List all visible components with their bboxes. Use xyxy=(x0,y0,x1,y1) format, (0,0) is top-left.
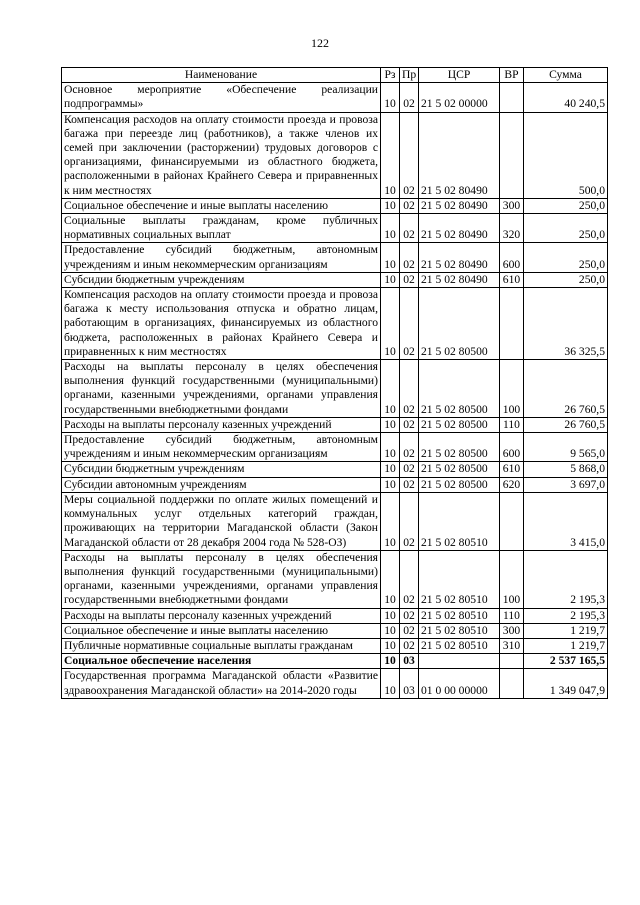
table-row xyxy=(62,608,608,623)
row-pr: 02 xyxy=(400,214,419,243)
row-vr xyxy=(500,654,524,669)
row-sum: 36 325,5 xyxy=(524,288,608,360)
row-rz: 10 xyxy=(381,492,400,550)
row-sum: 1 219,7 xyxy=(524,623,608,638)
row-rz: 10 xyxy=(381,112,400,198)
row-rz: 10 xyxy=(381,83,400,112)
row-vr: 620 xyxy=(500,477,524,492)
row-pr: 02 xyxy=(400,112,419,198)
row-rz: 10 xyxy=(381,360,400,418)
row-name: Субсидии автономным учреждениям xyxy=(62,477,381,492)
row-csr: 21 5 02 80500 xyxy=(419,462,500,477)
row-name: Расходы на выплаты персоналу казенных учреждений xyxy=(62,417,381,432)
row-rz: 10 xyxy=(381,477,400,492)
row-rz: 10 xyxy=(381,654,400,669)
table-row xyxy=(62,550,608,608)
row-pr: 02 xyxy=(400,198,419,213)
table-row xyxy=(62,288,608,360)
row-rz: 10 xyxy=(381,550,400,608)
header-vr: ВР xyxy=(500,68,524,83)
row-csr: 21 5 02 80510 xyxy=(419,623,500,638)
table-row xyxy=(62,638,608,653)
row-csr: 21 5 02 80490 xyxy=(419,243,500,272)
row-csr: 21 5 02 80500 xyxy=(419,477,500,492)
row-sum: 9 565,0 xyxy=(524,433,608,462)
row-rz: 10 xyxy=(381,608,400,623)
row-vr: 300 xyxy=(500,198,524,213)
row-sum: 2 195,3 xyxy=(524,550,608,608)
row-rz: 10 xyxy=(381,433,400,462)
row-vr: 100 xyxy=(500,550,524,608)
row-pr: 03 xyxy=(400,654,419,669)
row-name: Социальное обеспечение населения xyxy=(62,654,381,669)
table-row xyxy=(62,214,608,243)
row-sum: 26 760,5 xyxy=(524,360,608,418)
row-sum: 1 349 047,9 xyxy=(524,669,608,698)
header-rz: Рз xyxy=(381,68,400,83)
row-name: Расходы на выплаты персоналу казенных учреждений xyxy=(62,608,381,623)
row-name: Меры социальной поддержки по оплате жилых помещений и коммунальных услуг отдельных категорий граждан, проживающих на территории Магаданской области (Закон Магаданской области от 28 декабря 2004 года № 528-ОЗ) xyxy=(62,492,381,550)
row-csr: 21 5 02 80500 xyxy=(419,417,500,432)
header-csr: ЦСР xyxy=(419,68,500,83)
row-vr xyxy=(500,669,524,698)
row-pr: 02 xyxy=(400,608,419,623)
row-name: Основное мероприятие «Обеспечение реализации подпрограммы» xyxy=(62,83,381,112)
row-rz: 10 xyxy=(381,272,400,287)
row-sum: 500,0 xyxy=(524,112,608,198)
table-row xyxy=(62,477,608,492)
row-csr: 21 5 02 80490 xyxy=(419,272,500,287)
row-sum: 40 240,5 xyxy=(524,83,608,112)
row-name: Социальные выплаты гражданам, кроме публичных нормативных социальных выплат xyxy=(62,214,381,243)
row-vr: 110 xyxy=(500,608,524,623)
budget-table xyxy=(61,67,608,699)
table-row xyxy=(62,272,608,287)
row-csr: 21 5 02 80510 xyxy=(419,608,500,623)
row-sum: 26 760,5 xyxy=(524,417,608,432)
row-pr: 02 xyxy=(400,462,419,477)
row-vr: 320 xyxy=(500,214,524,243)
row-sum: 250,0 xyxy=(524,272,608,287)
row-vr: 610 xyxy=(500,272,524,287)
header-pr: Пр xyxy=(400,68,419,83)
row-sum: 250,0 xyxy=(524,214,608,243)
table-row xyxy=(62,462,608,477)
row-pr: 02 xyxy=(400,272,419,287)
table-row xyxy=(62,360,608,418)
row-csr xyxy=(419,654,500,669)
row-csr: 21 5 02 80510 xyxy=(419,550,500,608)
row-csr: 21 5 02 80490 xyxy=(419,198,500,213)
row-sum: 2 195,3 xyxy=(524,608,608,623)
table-row xyxy=(62,433,608,462)
row-name: Компенсация расходов на оплату стоимости проезда и провоза багажа при переезде лиц (работников), а также членов их семей при заключении (расторжении) трудовых договоров с организациями, финансируемыми из областного бюджета, расположенными в районах Крайнего Севера и приравненных к ним местностях xyxy=(62,112,381,198)
row-vr: 100 xyxy=(500,360,524,418)
row-vr xyxy=(500,288,524,360)
row-pr: 02 xyxy=(400,417,419,432)
row-name: Предоставление субсидий бюджетным, автономным учреждениям и иным некоммерческим организациям xyxy=(62,433,381,462)
row-pr: 02 xyxy=(400,638,419,653)
row-rz: 10 xyxy=(381,462,400,477)
row-name: Государственная программа Магаданской области «Развитие здравоохранения Магаданской области» на 2014-2020 годы xyxy=(62,669,381,698)
header-name: Наименование xyxy=(62,68,381,83)
row-sum: 3 697,0 xyxy=(524,477,608,492)
row-pr: 02 xyxy=(400,243,419,272)
row-csr: 21 5 02 80490 xyxy=(419,112,500,198)
row-rz: 10 xyxy=(381,417,400,432)
row-pr: 02 xyxy=(400,477,419,492)
row-rz: 10 xyxy=(381,198,400,213)
row-rz: 10 xyxy=(381,288,400,360)
table-row xyxy=(62,243,608,272)
table-header-row xyxy=(62,68,608,83)
row-pr: 02 xyxy=(400,492,419,550)
row-vr: 600 xyxy=(500,433,524,462)
row-csr: 21 5 02 80500 xyxy=(419,288,500,360)
row-sum: 3 415,0 xyxy=(524,492,608,550)
row-name: Компенсация расходов на оплату стоимости проезда и провоза багажа к месту использования отпуска и обратно лицам, работающим в организациях, финансируемых из областного бюджета, расположенных в районах Крайнего Севера и приравненных к ним местностях xyxy=(62,288,381,360)
row-pr: 02 xyxy=(400,550,419,608)
row-rz: 10 xyxy=(381,243,400,272)
row-csr: 21 5 02 00000 xyxy=(419,83,500,112)
row-rz: 10 xyxy=(381,669,400,698)
row-name: Расходы на выплаты персоналу в целях обеспечения выполнения функций государственными (муниципальными) органами, казенными учреждениями, органами управления государственными внебюджетными фондами xyxy=(62,360,381,418)
row-vr: 600 xyxy=(500,243,524,272)
row-csr: 01 0 00 00000 xyxy=(419,669,500,698)
row-pr: 02 xyxy=(400,288,419,360)
row-name: Предоставление субсидий бюджетным, автономным учреждениям и иным некоммерческим организациям xyxy=(62,243,381,272)
row-pr: 03 xyxy=(400,669,419,698)
row-csr: 21 5 02 80500 xyxy=(419,360,500,418)
row-csr: 21 5 02 80490 xyxy=(419,214,500,243)
row-rz: 10 xyxy=(381,638,400,653)
row-vr: 610 xyxy=(500,462,524,477)
row-vr xyxy=(500,492,524,550)
row-name: Расходы на выплаты персоналу в целях обеспечения выполнения функций государственными (муниципальными) органами, казенными учреждениями, органами управления государственными внебюджетными фондами xyxy=(62,550,381,608)
row-vr: 310 xyxy=(500,638,524,653)
table-row xyxy=(62,669,608,698)
row-csr: 21 5 02 80510 xyxy=(419,638,500,653)
row-pr: 02 xyxy=(400,433,419,462)
row-sum: 250,0 xyxy=(524,198,608,213)
row-rz: 10 xyxy=(381,214,400,243)
row-sum: 250,0 xyxy=(524,243,608,272)
row-sum: 5 868,0 xyxy=(524,462,608,477)
row-csr: 21 5 02 80510 xyxy=(419,492,500,550)
row-pr: 02 xyxy=(400,360,419,418)
table-row xyxy=(62,654,608,669)
row-vr: 300 xyxy=(500,623,524,638)
row-sum: 2 537 165,5 xyxy=(524,654,608,669)
row-pr: 02 xyxy=(400,83,419,112)
header-sum: Сумма xyxy=(524,68,608,83)
row-name: Социальное обеспечение и иные выплаты населению xyxy=(62,198,381,213)
row-name: Социальное обеспечение и иные выплаты населению xyxy=(62,623,381,638)
row-pr: 02 xyxy=(400,623,419,638)
table-row xyxy=(62,83,608,112)
row-vr xyxy=(500,83,524,112)
row-name: Субсидии бюджетным учреждениям xyxy=(62,272,381,287)
table-row xyxy=(62,417,608,432)
row-sum: 1 219,7 xyxy=(524,638,608,653)
row-name: Субсидии бюджетным учреждениям xyxy=(62,462,381,477)
row-csr: 21 5 02 80500 xyxy=(419,433,500,462)
row-vr xyxy=(500,112,524,198)
row-name: Публичные нормативные социальные выплаты гражданам xyxy=(62,638,381,653)
row-vr: 110 xyxy=(500,417,524,432)
table-row xyxy=(62,112,608,198)
table-row xyxy=(62,492,608,550)
table-row xyxy=(62,198,608,213)
page-number: 122 xyxy=(311,36,329,50)
row-rz: 10 xyxy=(381,623,400,638)
table-row xyxy=(62,623,608,638)
